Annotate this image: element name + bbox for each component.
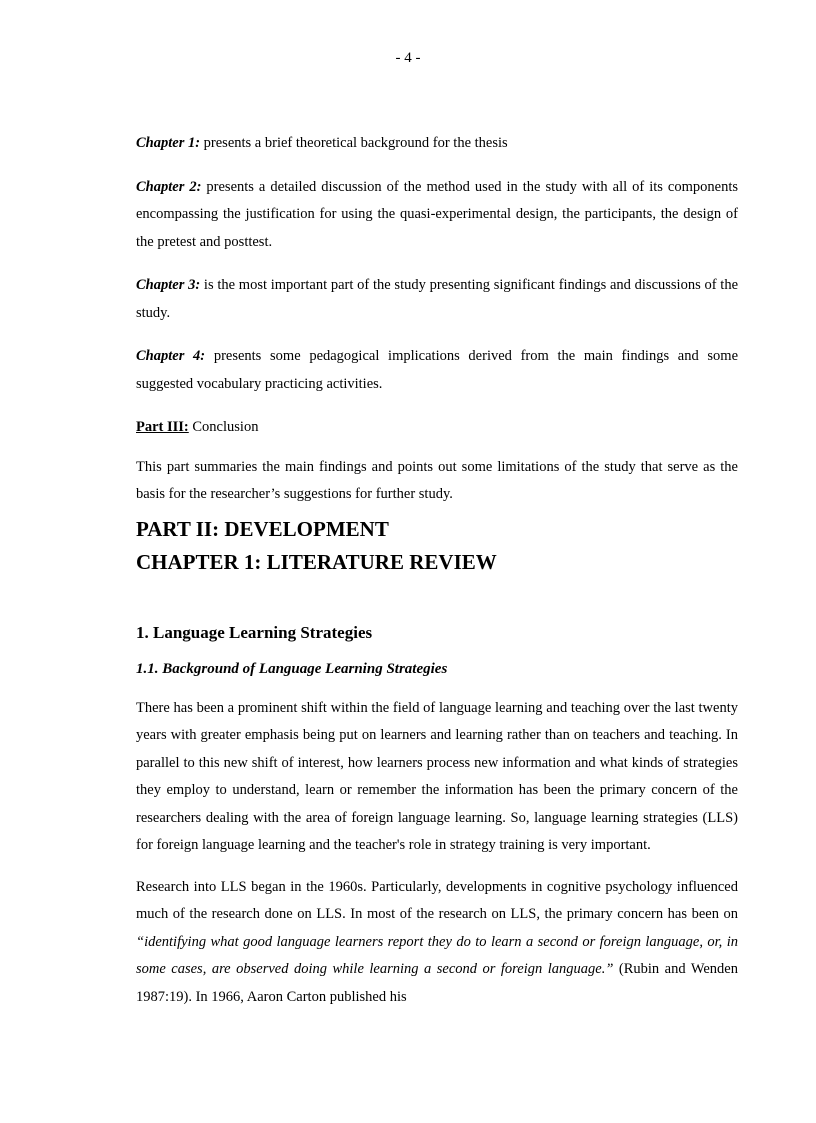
body-paragraph-2 [136, 874, 738, 1012]
chapter-text: presents a brief theoretical background for the thesis [200, 135, 508, 151]
chapter-label: Chapter 3: [136, 277, 201, 293]
conclusion-paragraph: This part summaries the main findings and points out some limitations of the study that serve as the basis for the researcher’s suggestions for further study. [136, 458, 738, 502]
section-heading: 1. Language Learning Strategies [136, 622, 373, 642]
chapter-3-summary [136, 272, 738, 327]
chapter-1-summary [136, 130, 738, 158]
chapter-1-heading: CHAPTER 1: LITERATURE REVIEW [136, 549, 497, 574]
chapter-2-summary [136, 174, 738, 257]
part-3-line [136, 414, 738, 442]
chapter-text: presents some pedagogical implications derived from the main findings and some suggested vocabulary practicing activities. [136, 348, 739, 392]
body-paragraph-1: There has been a prominent shift within the field of language learning and teaching over the last twenty years with greater emphasis being put on learners and learning rather than on teachers and teaching. In parallel to this new shift of interest, how learners process new information and what kinds of strategies they employ to understand, learn or remember the information has been the primary concern of the researchers dealing with the area of foreign language learning. So, language learning strategies (LLS) for foreign language learning and the teacher's role in strategy training is very important. [136, 699, 738, 853]
chapter-label: Chapter 4: [136, 348, 206, 364]
chapter-label: Chapter 2: [136, 178, 202, 195]
chapter-text: presents a detailed discussion of the method used in the study with all of its components encompassing the justification for using the quasi-experimental design, the participants, the design of the pretest and posttest. [136, 178, 738, 250]
quoted-text: “identifying what good language learners report they do to learn a second or foreign language, or, in some cases, are observed doing while learning a second or foreign language.” [136, 933, 738, 977]
citation-text: (Rubin and Wenden 1987:19). In 1966, Aaron Carton published his [136, 961, 738, 1005]
chapter-label: Chapter 1: [136, 135, 201, 151]
page-number: - 4 - [395, 50, 421, 66]
part-3-label: Part III: [136, 419, 189, 435]
paragraph-text: Research into LLS began in the 1960s. Particularly, developments in cognitive psychology influenced much of the research done on LLS. In most of the research on LLS, the primary concern has been on [136, 878, 738, 922]
subsection-heading: 1.1. Background of Language Learning Strategies [136, 660, 448, 677]
chapter-4-summary [136, 343, 738, 398]
part-3-text: Conclusion [188, 419, 259, 435]
part-2-heading: PART II: DEVELOPMENT [136, 516, 389, 541]
chapter-text: is the most important part of the study presenting significant findings and discussions of the study. [136, 277, 738, 321]
page-content [136, 130, 738, 1011]
